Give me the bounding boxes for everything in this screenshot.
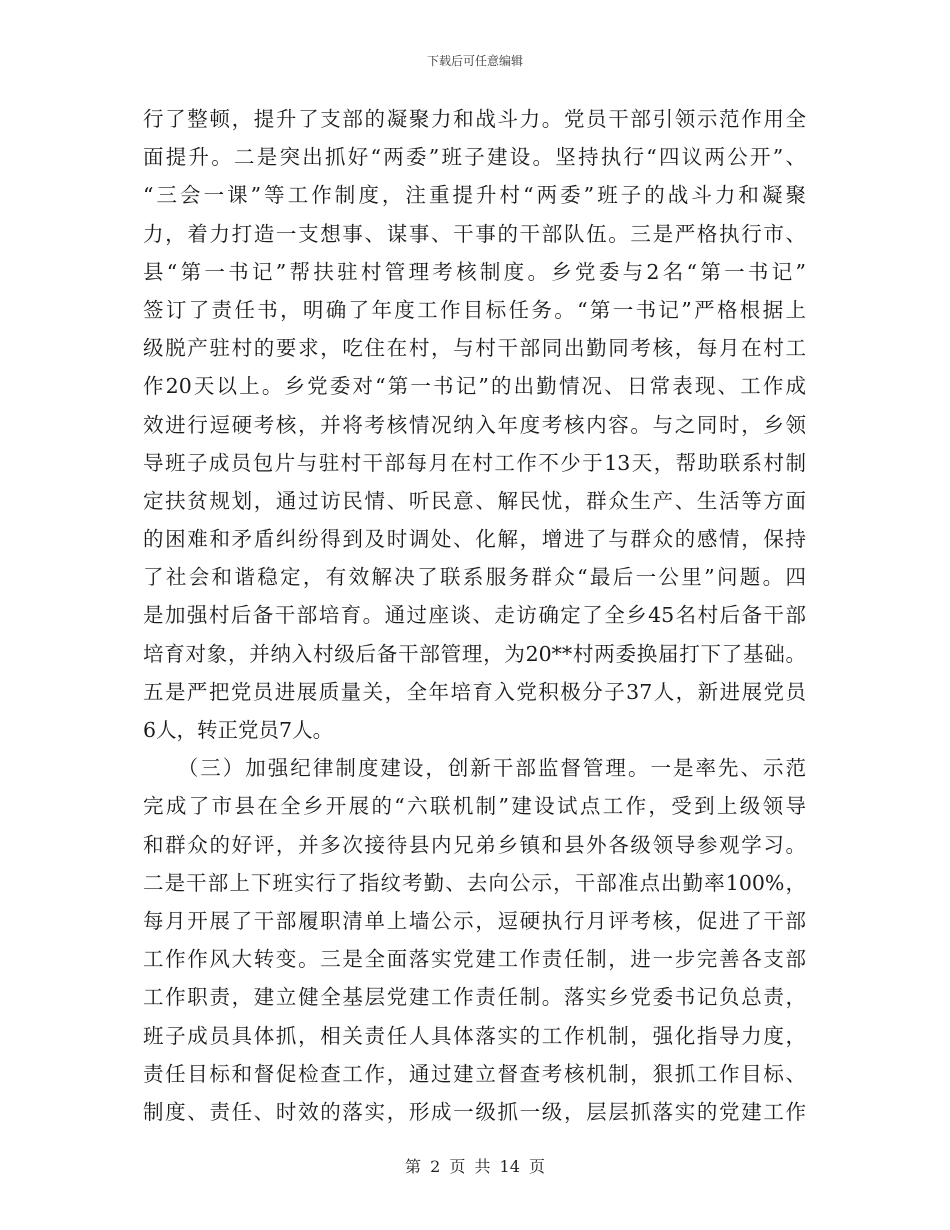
text-line: 面提升。二是突出抓好“两委”班子建设。坚持执行“四议两公开”、 — [143, 145, 806, 170]
text-line: （三）加强纪律制度建设，创新干部监督管理。一是率先、示范 — [143, 756, 806, 781]
text-line: 工作职责，建立健全基层党建工作责任制。落实乡党委书记负总责， — [143, 985, 806, 1010]
text-line: 完成了市县在全乡开展的“六联机制”建设试点工作，受到上级领导 — [143, 794, 806, 819]
text-line: 县“第一书记”帮扶驻村管理考核制度。乡党委与2名“第一书记” — [143, 259, 806, 284]
text-line: 是加强村后备干部培育。通过座谈、走访确定了全乡45名村后备干部 — [143, 603, 806, 628]
text-line: 签订了责任书，明确了年度工作目标任务。“第一书记”严格根据上 — [143, 297, 806, 322]
text-line: 级脱产驻村的要求，吃住在村，与村干部同出勤同考核，每月在村工 — [143, 336, 806, 361]
page-header: 下载后可任意编辑 — [426, 54, 523, 68]
text-line: 制度、责任、时效的落实，形成一级抓一级，层层抓落实的党建工作 — [143, 1099, 806, 1124]
text-line: “三会一课”等工作制度，注重提升村“两委”班子的战斗力和凝聚 — [143, 183, 806, 208]
text-line: 二是干部上下班实行了指纹考勤、去向公示，干部准点出勤率100%， — [143, 870, 806, 895]
text-line: 导班子成员包片与驻村干部每月在村工作不少于13天，帮助联系村制 — [143, 450, 806, 475]
text-line: 行了整顿，提升了支部的凝聚力和战斗力。党员干部引领示范作用全 — [143, 107, 806, 131]
text-line: 班子成员具体抓，相关责任人具体落实的工作机制，强化指导力度， — [143, 1023, 806, 1048]
text-line: 6人，转正党员7人。 — [143, 718, 334, 742]
text-line: 和群众的好评，并多次接待县内兄弟乡镇和县外各级领导参观学习。 — [143, 832, 806, 857]
text-line: 五是严把党员进展质量关，全年培育入党积极分子37人，新进展党员 — [143, 679, 806, 704]
text-line: 工作作风大转变。三是全面落实党建工作责任制，进一步完善各支部 — [143, 947, 806, 972]
document-body — [143, 100, 806, 1131]
text-line: 作20天以上。乡党委对“第一书记”的出勤情况、日常表现、工作成 — [143, 374, 806, 399]
text-line: 定扶贫规划，通过访民情、听民意、解民忧，群众生产、生活等方面 — [143, 488, 806, 513]
text-line: 效进行逗硬考核，并将考核情况纳入年度考核内容。与之同时，乡领 — [143, 412, 806, 437]
text-line: 力，着力打造一支想事、谋事、干事的干部队伍。三是严格执行市、 — [143, 221, 806, 246]
text-line: 责任目标和督促检查工作，通过建立督查考核机制，狠抓工作目标、 — [143, 1061, 806, 1086]
text-line: 了社会和谐稳定，有效解决了联系服务群众“最后一公里”问题。四 — [143, 565, 806, 590]
page-footer: 第 2 页 共 14 页 — [405, 1157, 545, 1176]
text-line: 培育对象，并纳入村级后备干部管理，为20**村两委换届打下了基础。 — [143, 641, 806, 666]
text-line: 每月开展了干部履职清单上墙公示，逗硬执行月评考核，促进了干部 — [143, 908, 806, 933]
text-line: 的困难和矛盾纠纷得到及时调处、化解，增进了与群众的感情，保持 — [143, 527, 806, 552]
